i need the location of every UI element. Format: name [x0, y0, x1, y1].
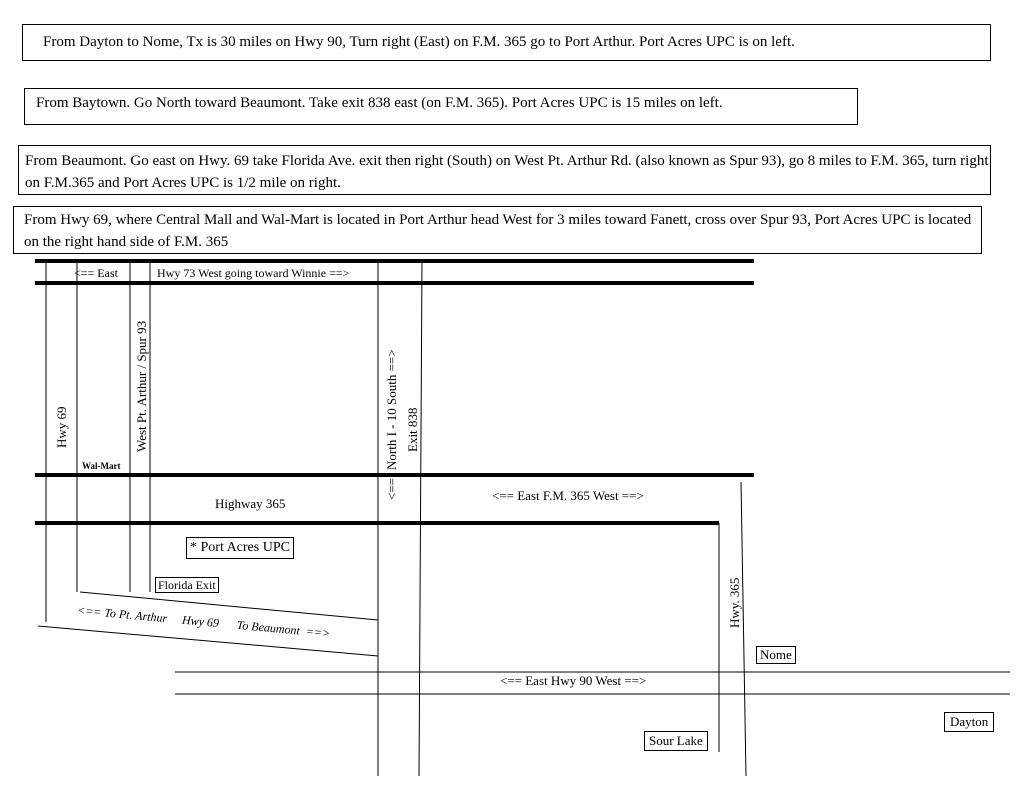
spur93-label: West Pt. Arthur / Spur 93: [134, 320, 149, 452]
port-acres-upc-marker: * Port Acres UPC: [186, 537, 294, 559]
dayton-marker: Dayton: [944, 712, 994, 732]
i10-label: North I - 10 South ==>: [384, 349, 399, 470]
hwy73-east-label: <== East: [74, 266, 118, 280]
directions-hwy69-text: From Hwy 69, where Central Mall and Wal-Mart is located in Port Arthur head West for 3 miles toward Fanett, cross over Spur 93, Port Acres UPC is located on the right hand side of F.M. 365: [24, 212, 972, 250]
hwy69-direction-label: <== To Pt. Arthur Hwy 69 To Beaumont ==>: [76, 602, 331, 641]
hwy365-east-line: [741, 482, 746, 776]
exit838-label: Exit 838: [405, 407, 420, 452]
walmart-label: Wal-Mart: [82, 461, 121, 471]
nome-marker: Nome: [756, 646, 796, 664]
directions-baytown-text: From Baytown. Go North toward Beaumont. Take exit 838 east (on F.M. 365). Port Acres UPC is 15 miles on left.: [36, 95, 723, 111]
fm365-label: <== East F.M. 365 West ==>: [492, 488, 644, 503]
i10-east-line: [419, 259, 422, 776]
directions-beaumont-text: From Beaumont. Go east on Hwy. 69 take Florida Ave. exit then right (South) on West Pt. Arthur Rd. (also known as Spur 93), go 8 miles to F.M. 365, turn right on F.M.365 and Port Acres UPC is 1/2 mile on right.: [25, 153, 989, 191]
hwy73-west-label: Hwy 73 West going toward Winnie ==>: [157, 266, 350, 280]
sour-lake-marker: Sour Lake: [644, 731, 708, 751]
florida-exit-marker: Florida Exit: [155, 577, 219, 593]
highway365-label: Highway 365: [215, 496, 286, 511]
directions-dayton-text: From Dayton to Nome, Tx is 30 miles on Hwy 90, Turn right (East) on F.M. 365 go to Port Arthur. Port Acres UPC is on left.: [43, 34, 795, 50]
hwy365-vertical-label: Hwy. 365: [727, 577, 742, 628]
i10-arrow-label: <==: [384, 478, 399, 500]
hwy69-label: Hwy 69: [54, 406, 69, 448]
hwy90-label: <== East Hwy 90 West ==>: [500, 673, 647, 688]
